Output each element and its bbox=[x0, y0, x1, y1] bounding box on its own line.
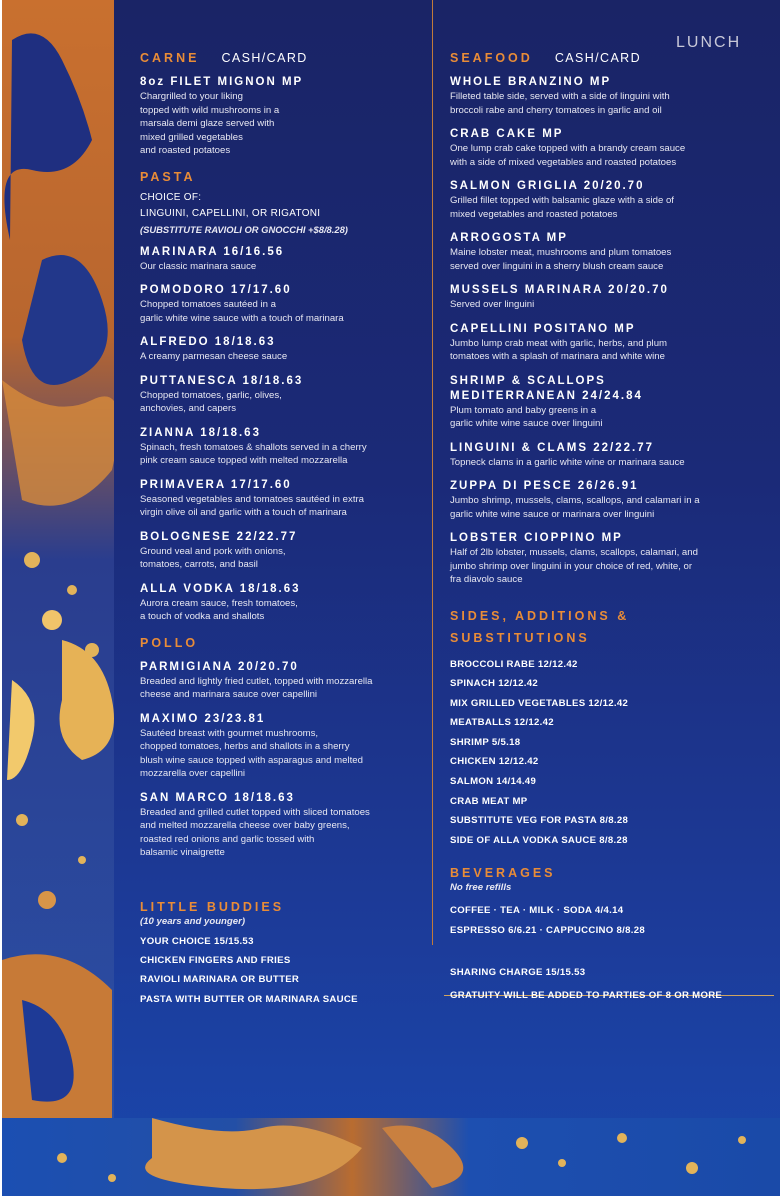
item-title: SALMON GRIGLIA 20/20.70 bbox=[450, 180, 645, 192]
item-description: Sautéed breast with gourmet mushrooms, chopped tomatoes, herbs and shallots in a sherry blush wine sauce topped with asparagus and melted mozzarella over capellini bbox=[140, 727, 363, 779]
pasta-item bbox=[140, 530, 428, 572]
section-heading-pasta: PASTA bbox=[140, 169, 196, 184]
section-title: CARNE bbox=[140, 51, 200, 65]
section-heading-pollo: POLLO bbox=[140, 635, 199, 650]
side-item: SHRIMP 5/5.18 bbox=[450, 736, 521, 748]
item-description: Aurora cream sauce, fresh tomatoes, a touch of vodka and shallots bbox=[140, 597, 298, 622]
item-title: PUTTANESCA 18/18.63 bbox=[140, 374, 304, 387]
seafood-item bbox=[450, 231, 770, 273]
seafood-item bbox=[450, 531, 770, 587]
section-heading-beverages: BEVERAGES bbox=[450, 866, 556, 881]
item-title: ZUPPA DI PESCE 26/26.91 bbox=[450, 480, 639, 492]
decorative-paint-strip-left bbox=[2, 0, 114, 1120]
beverage-item: ESPRESSO 6/6.21 · CAPPUCCINO 8/8.28 bbox=[450, 925, 645, 937]
item-title: LOBSTER CIOPPINO MP bbox=[450, 532, 623, 544]
side-item: MEATBALLS 12/12.42 bbox=[450, 717, 554, 729]
pasta-item bbox=[140, 335, 428, 364]
item-title: BOLOGNESE 22/22.77 bbox=[140, 530, 298, 543]
item-description: Chopped tomatoes sautéed in a garlic white wine sauce with a touch of marinara bbox=[140, 299, 344, 324]
little-buddies-item: CHICKEN FINGERS AND FRIES bbox=[140, 954, 291, 966]
pasta-substitute: (SUBSTITUTE RAVIOLI OR GNOCCHI +$8/8.28) bbox=[140, 223, 348, 235]
section-heading-carne bbox=[140, 51, 428, 65]
beverage-item: COFFEE · TEA · MILK · SODA 4/4.14 bbox=[450, 905, 624, 917]
item-title: ARROGOSTA MP bbox=[450, 232, 568, 244]
beverage-items bbox=[450, 901, 770, 940]
column-divider bbox=[432, 0, 433, 945]
menu-page bbox=[2, 0, 780, 1196]
item-title: ZIANNA 18/18.63 bbox=[140, 426, 261, 439]
item-description: Jumbo shrimp, mussels, clams, scallops, and calamari in a garlic white wine sauce or marinara over linguini bbox=[450, 495, 700, 520]
seafood-items bbox=[450, 75, 770, 587]
pollo-items bbox=[140, 660, 428, 860]
item-description: One lump crab cake topped with a brandy cream sauce with a side of mixed vegetables and roasted potatoes bbox=[450, 143, 686, 168]
sharing-charge: SHARING CHARGE 15/15.53 bbox=[450, 966, 586, 978]
item-description: Grilled fillet topped with balsamic glaze with a side of mixed vegetables and roasted potatoes bbox=[450, 195, 674, 220]
side-item: MIX GRILLED VEGETABLES 12/12.42 bbox=[450, 697, 629, 709]
item-description: A creamy parmesan cheese sauce bbox=[140, 351, 288, 362]
side-item: BROCCOLI RABE 12/12.42 bbox=[450, 658, 578, 670]
side-item: SIDE OF ALLA VODKA SAUCE 8/8.28 bbox=[450, 834, 628, 846]
item-description: Chargrilled to your liking topped with wild mushrooms in a marsala demi glaze served with mixed grilled vegetables and roasted potatoes bbox=[140, 91, 280, 156]
pasta-item bbox=[140, 426, 428, 468]
item-title: WHOLE BRANZINO MP bbox=[450, 76, 612, 88]
section-heading-sides: SIDES, ADDITIONS & SUBSTITUTIONS bbox=[450, 608, 630, 645]
pollo-item bbox=[140, 712, 428, 781]
right-column bbox=[450, 51, 770, 1001]
side-item: SUBSTITUTE VEG FOR PASTA 8/8.28 bbox=[450, 815, 629, 827]
item-description: Maine lobster meat, mushrooms and plum tomatoes served over linguini in a sherry blush cream sauce bbox=[450, 247, 672, 272]
item-description: Spinach, fresh tomatoes & shallots served in a cherry pink cream sauce topped with melted mozzarella bbox=[140, 441, 367, 466]
pasta-choice: CHOICE OF: bbox=[140, 191, 202, 203]
item-description: Plum tomato and baby greens in a garlic white wine sauce over linguini bbox=[450, 404, 603, 429]
item-title: SHRIMP & SCALLOPS MEDITERRANEAN 24/24.84 bbox=[450, 374, 643, 402]
little-buddies-item: RAVIOLI MARINARA OR BUTTER bbox=[140, 974, 300, 986]
item-title: ALLA VODKA 18/18.63 bbox=[140, 582, 301, 595]
sides-items bbox=[450, 655, 770, 851]
seafood-item bbox=[450, 127, 770, 169]
item-title: CRAB CAKE MP bbox=[450, 128, 564, 140]
item-title: MUSSELS MARINARA 20/20.70 bbox=[450, 284, 669, 296]
item-description: Jumbo lump crab meat with garlic, herbs, and plum tomatoes with a splash of marinara and white wine bbox=[450, 337, 668, 362]
menu-label-lunch: LUNCH bbox=[676, 34, 742, 51]
little-buddies-age: (10 years and younger) bbox=[140, 915, 246, 927]
item-title: PRIMAVERA 17/17.60 bbox=[140, 478, 292, 491]
decorative-paint-strip-bottom bbox=[2, 1118, 780, 1196]
item-title: CAPELLINI POSITANO MP bbox=[450, 322, 636, 335]
beverages-note: No free refills bbox=[450, 882, 512, 894]
pollo-item bbox=[140, 791, 428, 860]
item-title: LINGUINI & CLAMS 22/22.77 bbox=[450, 441, 655, 454]
seafood-item bbox=[450, 479, 770, 521]
carne-item bbox=[140, 75, 428, 158]
pasta-item bbox=[140, 283, 428, 325]
left-column bbox=[140, 51, 428, 1009]
section-heading-seafood bbox=[450, 51, 770, 65]
seafood-item bbox=[450, 441, 770, 470]
item-title: ALFREDO 18/18.63 bbox=[140, 336, 276, 348]
little-buddies-items bbox=[140, 951, 428, 1010]
side-item: CRAB MEAT MP bbox=[450, 795, 528, 807]
seafood-item bbox=[450, 283, 770, 312]
item-description: Chopped tomatoes, garlic, olives, anchovies, and capers bbox=[140, 389, 282, 414]
item-title: MARINARA 16/16.56 bbox=[140, 245, 285, 258]
pasta-item bbox=[140, 582, 428, 624]
gratuity-note: GRATUITY WILL BE ADDED TO PARTIES OF 8 OR MORE bbox=[450, 989, 723, 1001]
pasta-item bbox=[140, 374, 428, 416]
item-description: Seasoned vegetables and tomatoes sautéed in extra virgin olive oil and garlic with a touch of marinara bbox=[140, 493, 365, 518]
paint-splatter-art bbox=[2, 1118, 780, 1196]
pasta-options: LINGUINI, CAPELLINI, OR RIGATONI bbox=[140, 207, 321, 219]
item-description: Breaded and lightly fried cutlet, topped with mozzarella cheese and marinara sauce over capellini bbox=[140, 675, 373, 700]
carne-items bbox=[140, 75, 428, 158]
item-description: Ground veal and pork with onions, tomatoes, carrots, and basil bbox=[140, 545, 286, 570]
section-heading-little-buddies: LITTLE BUDDIES bbox=[140, 899, 285, 914]
item-description: Topneck clams in a garlic white wine or marinara sauce bbox=[450, 456, 685, 468]
item-title: 8oz FILET MIGNON MP bbox=[140, 76, 304, 88]
side-item: SPINACH 12/12.42 bbox=[450, 678, 538, 690]
payment-note: CASH/CARD bbox=[221, 51, 308, 65]
item-description: Filleted table side, served with a side of linguini with broccoli rabe and cherry tomatoes in garlic and oil bbox=[450, 91, 670, 116]
little-buddies-item: PASTA WITH BUTTER OR MARINARA SAUCE bbox=[140, 993, 358, 1005]
section-title: SEAFOOD bbox=[450, 51, 533, 65]
item-title: PARMIGIANA 20/20.70 bbox=[140, 660, 299, 673]
seafood-item bbox=[450, 179, 770, 221]
side-item: CHICKEN 12/12.42 bbox=[450, 756, 539, 768]
item-title: MAXIMO 23/23.81 bbox=[140, 712, 266, 725]
item-description: Half of 2lb lobster, mussels, clams, scallops, calamari, and jumbo shrimp over linguini in your choice of red, white, or fra diavolo sauce bbox=[450, 547, 698, 585]
pollo-item bbox=[140, 660, 428, 702]
item-title: SAN MARCO 18/18.63 bbox=[140, 791, 295, 804]
pasta-items bbox=[140, 245, 428, 624]
item-description: Served over linguini bbox=[450, 299, 535, 310]
seafood-item bbox=[450, 322, 770, 364]
side-item: SALMON 14/14.49 bbox=[450, 776, 537, 788]
paint-splatter-art bbox=[2, 0, 114, 1120]
item-title: POMODORO 17/17.60 bbox=[140, 284, 292, 296]
item-description: Our classic marinara sauce bbox=[140, 260, 257, 272]
seafood-item bbox=[450, 374, 770, 431]
seafood-item bbox=[450, 75, 770, 117]
pasta-item bbox=[140, 478, 428, 520]
item-description: Breaded and grilled cutlet topped with sliced tomatoes and melted mozzarella cheese over baby greens, roasted red onions and garlic tossed with balsamic vinaigrette bbox=[140, 806, 370, 858]
payment-note: CASH/CARD bbox=[554, 51, 642, 65]
little-buddies-price: YOUR CHOICE 15/15.53 bbox=[140, 935, 254, 947]
pasta-item bbox=[140, 245, 428, 274]
